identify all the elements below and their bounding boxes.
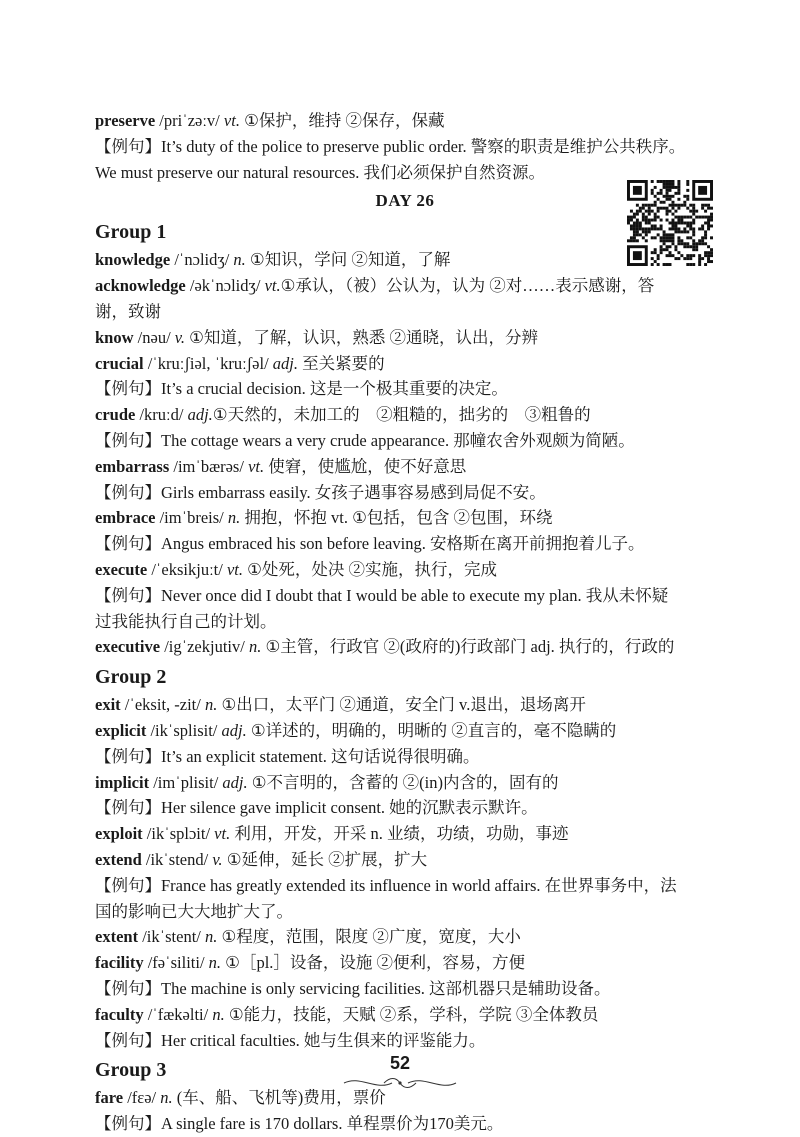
part-of-speech: n. — [212, 1004, 225, 1024]
part-of-speech: adj. — [187, 405, 213, 425]
word-entry — [95, 402, 715, 428]
word-entry — [95, 505, 715, 531]
headword: facility — [95, 953, 144, 973]
part-of-speech: n. — [160, 1088, 173, 1108]
phonetic: /imˈbærəs/ — [169, 456, 249, 476]
definition: ①详述的，明确的，明晰的 ②直言的，毫不隐瞒的 — [246, 720, 617, 740]
part-of-speech: n. — [233, 250, 246, 270]
phonetic: /imˈbreis/ — [155, 508, 228, 528]
headword: preserve — [95, 111, 156, 130]
definition: ①出口，太平门 ②通道，安全门 v.退出，退场离开 — [217, 695, 586, 715]
definition: ①处死，处决 ②实施，执行，完成 — [243, 559, 498, 579]
example-text: A single fare is 170 dollars. 单程票价为170美元。 — [161, 1114, 504, 1134]
definition: ①延伸，延长 ②扩展，扩大 — [222, 849, 428, 869]
word-entry — [95, 847, 715, 873]
phonetic: /fɛə/ — [123, 1088, 161, 1108]
part-of-speech: vt. — [248, 456, 265, 476]
example-text: It’s an explicit statement. 这句话说得很明确。 — [161, 746, 480, 766]
example-tag: 【例句】 — [95, 534, 161, 554]
definition: 至关紧要的 — [298, 353, 385, 373]
word-entry — [95, 634, 715, 660]
example-sentence — [95, 531, 715, 557]
phonetic: /ˈnɔlidʒ/ — [170, 250, 234, 270]
headword: exit — [95, 695, 121, 715]
definition: ①保护，维持 ②保存，保藏 — [239, 111, 445, 130]
headword: explicit — [95, 720, 147, 740]
word-entry — [95, 108, 715, 134]
word-entry — [95, 770, 715, 796]
phonetic: /priˈzəːv/ — [155, 111, 224, 130]
group-heading: Group 2 — [95, 666, 167, 689]
definition: 使窘，使尴尬，使不好意思 — [264, 456, 467, 476]
page-number — [0, 1053, 800, 1074]
part-of-speech: vt. — [214, 824, 231, 844]
example-text: The cottage wears a very crude appearance. 那幢农舍外观颇为简陋。 — [161, 430, 635, 450]
headword: extend — [95, 849, 142, 869]
example-text: It’s duty of the police to preserve public order. 警察的职责是维护公共秩序。 — [161, 136, 686, 156]
phonetic: /ikˈstend/ — [141, 849, 213, 869]
definition: ①知识，学问 ②知道，了解 — [245, 250, 451, 270]
headword: fare — [95, 1088, 124, 1108]
example-text: Never once did I doubt that I would be able to execute my plan. 我从未怀疑 — [161, 585, 669, 605]
example-sentence — [95, 376, 715, 402]
example-sentence — [95, 1111, 715, 1137]
qr-code-icon[interactable] — [627, 180, 713, 266]
example-sentence — [95, 428, 715, 454]
word-entry — [95, 325, 715, 351]
continuation-line: 谢，致谢 — [95, 301, 161, 321]
word-entry — [95, 1002, 715, 1028]
headword: acknowledge — [95, 276, 186, 296]
group-heading: Group 1 — [95, 221, 167, 244]
phonetic: /igˈzekjutiv/ — [160, 637, 249, 657]
headword: executive — [95, 637, 161, 657]
word-entry — [95, 557, 715, 583]
example-tag: 【例句】 — [95, 798, 161, 818]
word-entry — [95, 821, 715, 847]
example-sentence — [95, 583, 715, 609]
example-tag: 【例句】 — [95, 875, 161, 895]
definition: 拥抱，怀抱 vt. ①包括，包含 ②包围，环绕 — [240, 508, 553, 528]
part-of-speech: vt. — [226, 559, 244, 579]
page-content — [95, 108, 715, 1137]
definition: ①程度，范围，限度 ②广度，宽度，大小 — [217, 927, 521, 947]
part-of-speech: v. — [174, 327, 186, 347]
group-heading: Group 3 — [95, 1059, 167, 1082]
definition: (车、船、飞机等)费用，票价 — [172, 1088, 386, 1108]
flourish-ornament-icon — [340, 1075, 460, 1091]
example-sentence — [95, 134, 715, 160]
example-tag: 【例句】 — [95, 978, 161, 998]
phonetic: /kruːd/ — [135, 405, 188, 425]
example-sentence — [95, 1028, 715, 1054]
day-title: DAY 26 — [375, 191, 435, 211]
headword: crucial — [95, 353, 144, 373]
example-tag: 【例句】 — [95, 1030, 161, 1050]
word-entry — [95, 950, 715, 976]
headword: implicit — [95, 772, 150, 792]
phonetic: /ˈeksikjuːt/ — [147, 559, 227, 579]
word-entry — [95, 718, 715, 744]
headword: exploit — [95, 824, 143, 844]
phonetic: /ikˈsplisit/ — [146, 720, 222, 740]
definition: ①知道，了解，认识，熟悉 ②通晓，认出，分辨 — [185, 327, 539, 347]
word-entry — [95, 247, 715, 273]
example-sentence — [95, 795, 715, 821]
part-of-speech: adj. — [272, 353, 299, 373]
part-of-speech: n. — [208, 953, 222, 973]
example-text: Girls embarrass easily. 女孩子遇事容易感到局促不安。 — [161, 482, 546, 502]
definition: ①［pl.］设备，设施 ②便利，容易，方便 — [221, 953, 526, 973]
part-of-speech: vt. — [264, 276, 281, 296]
headword: embrace — [95, 508, 156, 528]
phonetic: /ˈeksit, -zit/ — [120, 695, 205, 715]
example-text: The machine is only servicing facilities. 这部机器只是辅助设备。 — [161, 978, 611, 998]
example-tag: 【例句】 — [95, 482, 161, 502]
definition: ①天然的，未加工的 ②粗糙的，拙劣的 ③粗鲁的 — [212, 405, 591, 425]
headword: faculty — [95, 1004, 144, 1024]
example-tag: 【例句】 — [95, 136, 161, 156]
definition: ①承认，（被）公认为，认为 ②对……表示感谢，答 — [280, 276, 655, 296]
definition: ①主管，行政官 ②(政府的)行政部门 adj. 执行的，行政的 — [261, 637, 675, 657]
phonetic: /ˈfækəlti/ — [143, 1004, 213, 1024]
phonetic: /ikˈsplɔit/ — [142, 824, 215, 844]
headword: knowledge — [95, 250, 171, 270]
phonetic: /fəˈsiliti/ — [143, 953, 209, 973]
part-of-speech: n. — [248, 637, 262, 657]
part-of-speech: vt. — [223, 111, 240, 130]
example-sentence — [95, 873, 715, 899]
example-tag: 【例句】 — [95, 585, 161, 605]
word-entry — [95, 692, 715, 718]
example-sentence — [95, 744, 715, 770]
continuation-line: 过我能执行自己的计划。 — [95, 611, 277, 631]
headword: execute — [95, 559, 148, 579]
part-of-speech: adj. — [222, 772, 248, 792]
word-entry — [95, 454, 715, 480]
phonetic: /ikˈstent/ — [138, 927, 205, 947]
example-tag: 【例句】 — [95, 430, 161, 450]
continuation-line: 国的影响已大大地扩大了。 — [95, 901, 293, 921]
headword: extent — [95, 927, 139, 947]
phonetic: /nəu/ — [133, 327, 175, 347]
example-tag: 【例句】 — [95, 379, 161, 399]
part-of-speech: adj. — [221, 720, 247, 740]
page-number-text: 52 — [389, 1053, 411, 1073]
part-of-speech: n. — [205, 927, 218, 947]
example-sentence — [95, 480, 715, 506]
example-text: It’s a crucial decision. 这是一个极其重要的决定。 — [161, 379, 508, 399]
example-tag: 【例句】 — [95, 1114, 161, 1134]
part-of-speech: n. — [204, 695, 218, 715]
phonetic: /ˈkruːʃiəl, ˈkruːʃəl/ — [143, 353, 273, 373]
word-entry — [95, 351, 715, 377]
headword: embarrass — [95, 456, 170, 476]
definition: ①不言明的，含蓄的 ②(in)内含的，固有的 — [247, 772, 559, 792]
part-of-speech: v. — [212, 849, 223, 869]
continuation-line: We must preserve our natural resources. 我们必须保护自然资源。 — [95, 162, 546, 182]
word-entry — [95, 273, 715, 299]
definition: 利用，开发，开采 n. 业绩，功绩，功勋，事迹 — [230, 824, 569, 844]
example-text: Angus embraced his son before leaving. 安格斯在离开前拥抱着儿子。 — [161, 534, 645, 554]
example-text: Her critical faculties. 她与生俱来的评鉴能力。 — [161, 1030, 486, 1050]
definition: ①能力，技能，天赋 ②系，学科，学院 ③全体教员 — [224, 1004, 599, 1024]
word-entry — [95, 924, 715, 950]
example-tag: 【例句】 — [95, 746, 161, 766]
headword: know — [95, 327, 134, 347]
example-text: France has greatly extended its influence in world affairs. 在世界事务中，法 — [161, 875, 677, 895]
phonetic: /imˈplisit/ — [149, 772, 223, 792]
phonetic: /əkˈnɔlidʒ/ — [185, 276, 265, 296]
example-sentence — [95, 976, 715, 1002]
example-text: Her silence gave implicit consent. 她的沉默表示默许。 — [161, 798, 538, 818]
part-of-speech: n. — [227, 508, 241, 528]
headword: crude — [95, 405, 136, 425]
